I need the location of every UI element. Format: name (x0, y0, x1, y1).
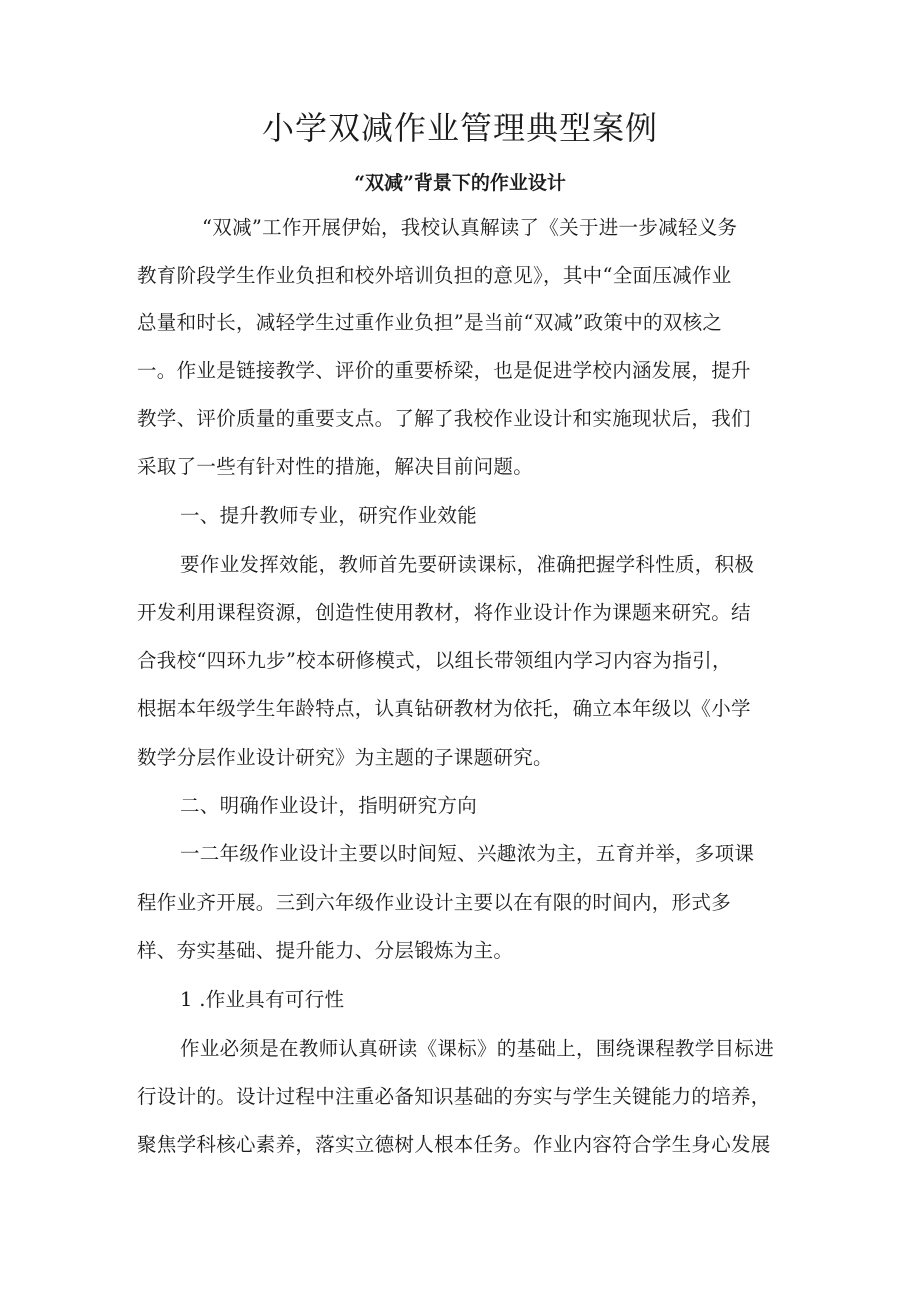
paragraph-line: 总量和时长，减轻学生过重作业负担”是当前“双减”政策中的双核之 (137, 311, 723, 334)
paragraph-line: “双减”工作开展伊始，我校认真解读了《关于进一步减轻义务 (202, 216, 738, 239)
paragraph-line: 一。作业是链接教学、评价的重要桥梁，也是促进学校内涵发展，提升 (137, 359, 751, 382)
paragraph-line: 行设计的。设计过程中注重必备知识基础的夯实与学生关键能力的培养， (137, 1085, 771, 1108)
paragraph-line: 开发利用课程资源，创造性使用教材，将作业设计作为课题来研究。结 (137, 601, 751, 624)
paragraph-line: 教学、评价质量的重要支点。了解了我校作业设计和实施现状后，我们 (137, 407, 751, 430)
page-title: 小学双减作业管理典型案例 (261, 109, 658, 147)
page-subtitle: “双减”背景下的作业设计 (354, 172, 566, 194)
section-heading: 二、明确作业设计，指明研究方向 (180, 794, 478, 817)
paragraph-line: 样、夯实基础、提升能力、分层锻炼为主。 (137, 939, 514, 962)
paragraph-line: 合我校“四环九步”校本研修模式，以组长带领组内学习内容为指引， (137, 649, 732, 672)
paragraph-line: 一二年级作业设计主要以时间短、兴趣浓为主，五育并举，多项课 (180, 842, 755, 865)
section-heading: 一、提升教师专业，研究作业效能 (180, 504, 478, 527)
paragraph-line: 数学分层作业设计研究》为主题的子课题研究。 (137, 746, 553, 769)
paragraph-line: 根据本年级学生年龄特点，认真钻研教材为依托，确立本年级以《小学 (137, 697, 751, 720)
subsection-heading: 1 .作业具有可行性 (180, 988, 345, 1011)
paragraph-line: 程作业齐开展。三到六年级作业设计主要以在有限的时间内，形式多 (137, 891, 732, 914)
paragraph-line: 教育阶段学生作业负担和校外培训负担的意见》，其中“全面压减作业 (137, 264, 732, 287)
paragraph-line: 聚焦学科核心素养，落实立德树人根本任务。作业内容符合学生身心发展 (137, 1133, 771, 1156)
paragraph-line: 采取了一些有针对性的措施，解决目前问题。 (137, 455, 534, 478)
paragraph-line: 要作业发挥效能，教师首先要研读课标，准确把握学科性质，积极 (180, 553, 755, 576)
paragraph-line: 作业必须是在教师认真研读《课标》的基础上，围绕课程教学目标进 (180, 1037, 775, 1060)
